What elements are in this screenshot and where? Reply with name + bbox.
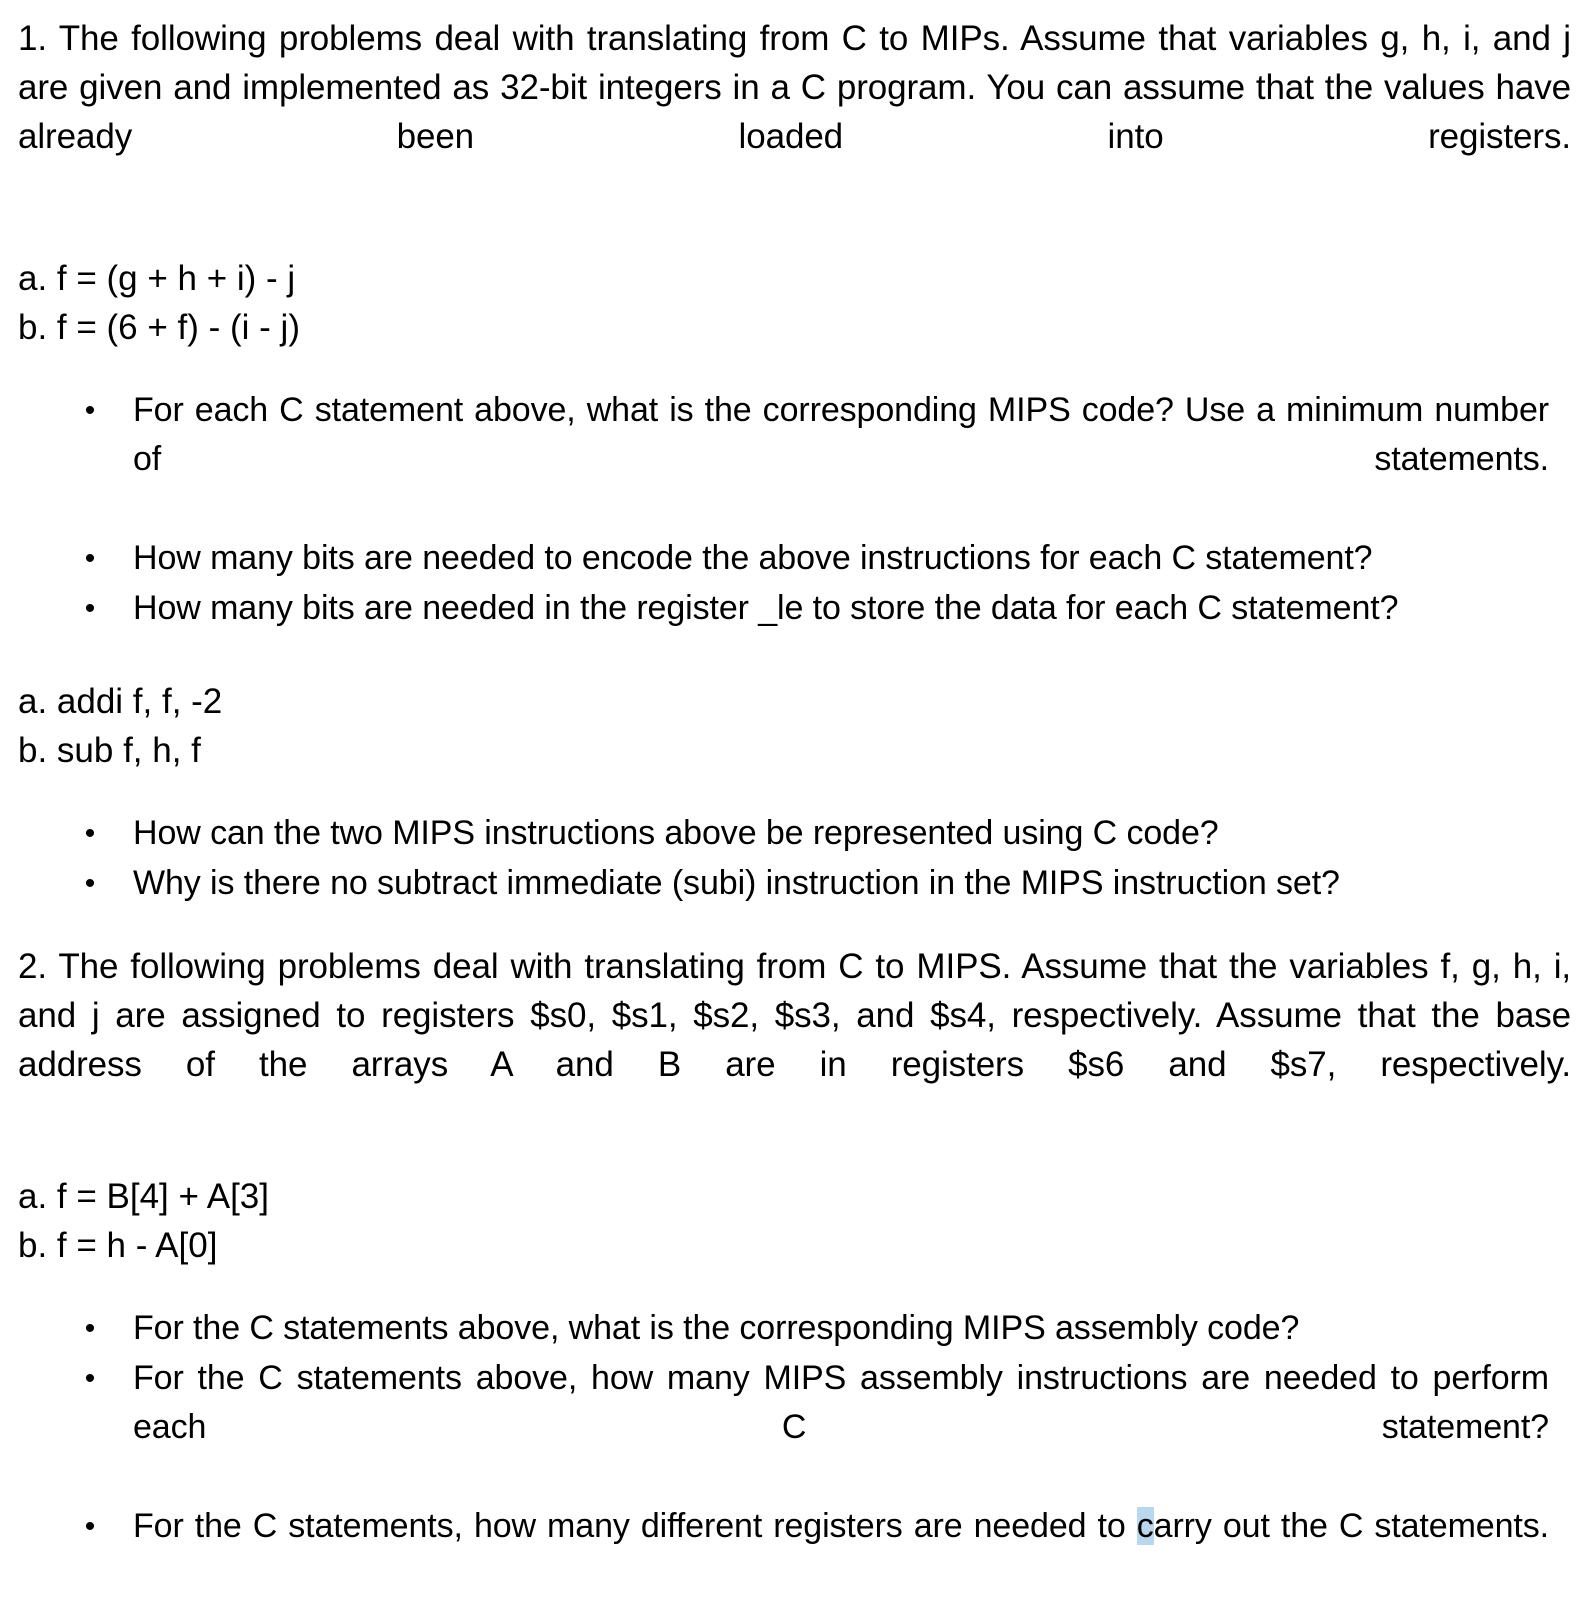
list-item-text: For the C statements above, how many MIPS assembly instructions are needed to perform each C statement? (133, 1359, 1549, 1446)
q2-bullet-list (18, 1304, 1571, 1600)
list-item-text: How many bits are needed to encode the above instructions for each C statement? (133, 539, 1373, 577)
list-item (18, 809, 1571, 858)
q1-mips-statement-b: b. sub f, h, f (18, 731, 201, 770)
bullet-icon: • (84, 1510, 96, 1543)
list-item (18, 859, 1571, 908)
list-item (18, 1304, 1571, 1353)
question-1-intro: 1. The following problems deal with translating from C to MIPs. Assume that variables g, h, i, and j are given and implemented as 32-bit integers in a C program. You can assume that the values have already been loaded into registers. (18, 19, 1571, 156)
q2-statement-b: b. f = h - A[0] (18, 1226, 218, 1265)
list-item-text: For the C statements above, what is the corresponding MIPS assembly code? (133, 1309, 1300, 1347)
bullet-icon: • (84, 817, 96, 850)
list-item-text-suffix: arry out the C statements. (1153, 1507, 1549, 1545)
q1-bullet-list-1 (18, 386, 1571, 633)
list-item-text: How can the two MIPS instructions above be represented using C code? (133, 814, 1219, 852)
spacer (18, 1270, 1571, 1304)
q2-statement-a: a. f = B[4] + A[3] (18, 1177, 269, 1216)
list-item-text-prefix: For the C statements, how many different registers are needed to (133, 1507, 1137, 1545)
bullet-icon: • (84, 592, 96, 625)
spacer (18, 1138, 1571, 1172)
question-2-intro: 2. The following problems deal with translating from C to MIPS. Assume that the variables f, g, h, i, and j are assigned to registers $s0, $s1, $s2, $s3, and $s4, respectively. Assume that the base address of the arrays A and B are in registers $s6 and $s7, respectively. (18, 947, 1571, 1084)
spacer (18, 775, 1571, 809)
spacer (18, 352, 1571, 386)
spacer (18, 633, 1571, 677)
list-item-text: How many bits are needed in the register _le to store the data for each C statement? (133, 589, 1399, 627)
spacer (18, 908, 1571, 942)
q1-statement-b: b. f = (6 + f) - (i - j) (18, 308, 300, 347)
list-item (18, 584, 1571, 633)
list-item (18, 386, 1571, 533)
list-item-with-highlight (18, 1502, 1571, 1600)
list-item-text: For each C statement above, what is the corresponding MIPS code? Use a minimum number of statements. (133, 391, 1549, 478)
spacer (18, 210, 1571, 254)
bullet-icon: • (84, 394, 96, 427)
list-item (18, 534, 1571, 583)
bullet-icon: • (84, 1312, 96, 1345)
bullet-icon: • (84, 1362, 96, 1395)
text-cursor-highlight: c (1136, 1507, 1154, 1545)
list-item-text: Why is there no subtract immediate (subi) instruction in the MIPS instruction set? (133, 864, 1340, 902)
list-item-text (133, 1507, 1549, 1594)
q1-mips-statement-a: a. addi f, f, -2 (18, 682, 223, 721)
list-item (18, 1354, 1571, 1501)
q1-bullet-list-2 (18, 809, 1571, 908)
bullet-icon: • (84, 542, 96, 575)
q1-statement-a: a. f = (g + h + i) - j (18, 259, 296, 298)
bullet-icon: • (84, 867, 96, 900)
